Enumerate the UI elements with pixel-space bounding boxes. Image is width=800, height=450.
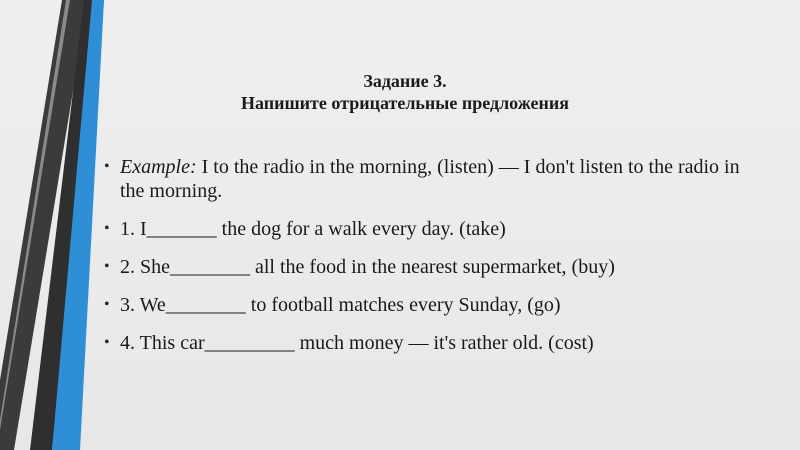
bullet-icon: •	[104, 258, 110, 275]
bullet-icon: •	[104, 158, 110, 175]
exercise-text: 1. I_______ the dog for a walk every day. (take)	[120, 218, 506, 240]
list-item	[104, 331, 764, 355]
exercise-text: 3. We________ to football matches every Sunday, (go)	[120, 294, 561, 316]
bullet-icon: •	[104, 334, 110, 351]
example-label: Example:	[120, 156, 197, 178]
list-item	[104, 293, 764, 317]
list-item	[104, 255, 764, 279]
bullet-icon: •	[104, 220, 110, 237]
bullet-list	[104, 155, 764, 369]
example-text: I to the radio in the morning, (listen) — I don't listen to the radio in the morning.	[120, 156, 740, 202]
list-item-example	[104, 155, 764, 203]
bullet-icon: •	[104, 296, 110, 313]
exercise-text: 4. This car_________ much money — it's rather old. (cost)	[120, 332, 594, 354]
title-line-1: Задание 3.	[363, 71, 447, 91]
slide-title	[150, 70, 660, 114]
list-item	[104, 217, 764, 241]
title-line-2: Напишите отрицательные предложения	[240, 93, 570, 113]
exercise-text: 2. She________ all the food in the nearest supermarket, (buy)	[120, 256, 615, 278]
